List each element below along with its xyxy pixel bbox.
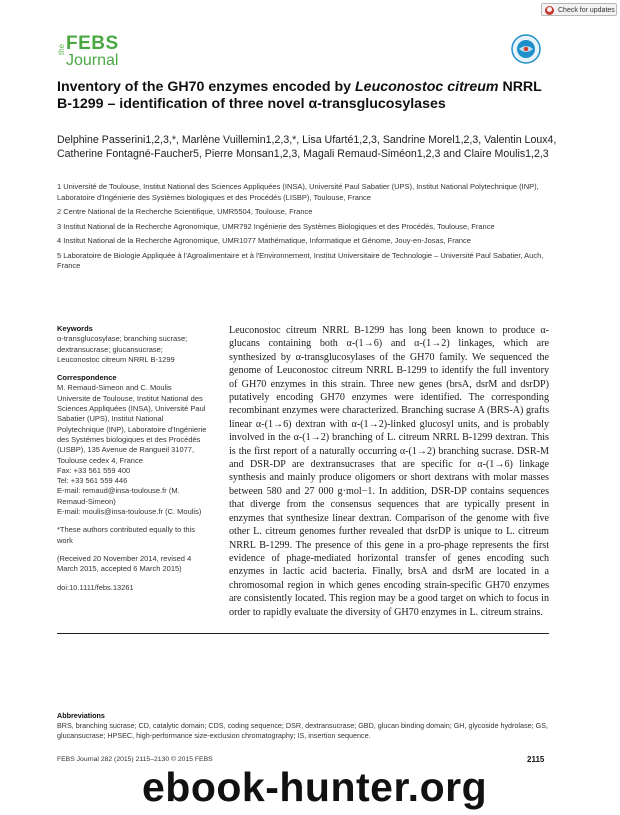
journal-logo (57, 33, 132, 73)
page-footer: FEBS Journal 282 (2015) 2115–2130 © 2015 FEBS (57, 756, 213, 763)
watermark: ebook-hunter.org (142, 764, 488, 810)
title-part1: Inventory of the GH70 enzymes encoded by (57, 79, 356, 95)
keywords-text: α-transglucosylase; branching sucrase; dextransucrase; glucansucrase; Leuconostoc citreum NRRL B-1299 (57, 334, 188, 364)
affiliation-3: 3 Institut National de la Recherche Agronomique, UMR792 Ingénierie des Systèmes Biologiques et des Procédés, Toulouse, France (57, 221, 495, 231)
logo-the: the (57, 43, 66, 55)
affiliation-1: 1 Université de Toulouse, Institut National des Sciences Appliquées (INSA), Université Paul Sabatier (UPS), Institut National Polytechnique (INP), Laboratoire d'Ingénierie des Systèmes biologiques et des Procédés (LISBP), Toulouse, France (57, 182, 539, 202)
abbreviations-heading: Abbreviations (57, 711, 105, 720)
abbreviations (57, 711, 557, 741)
equal-contribution-note: *These authors contributed equally to this work (57, 525, 195, 545)
received-dates: (Received 20 November 2014, revised 4 March 2015, accepted 6 March 2015) (57, 553, 192, 574)
article-title (57, 79, 557, 113)
section-divider (57, 633, 549, 634)
correspondence-email-1[interactable]: E-mail: remaud@insa-toulouse.fr (M. Remaud-Simeon) (57, 486, 180, 506)
article-doi[interactable]: doi:10.1111/febs.13261 (57, 582, 134, 592)
title-part2: NRRL B-1299 – identification of three novel α-transglucosylases (57, 79, 542, 112)
logo-febs: FEBS (66, 33, 119, 54)
correspondence-email-2[interactable]: E-mail: moulis@insa-toulouse.fr (C. Moulis) (57, 507, 202, 517)
keywords-heading: Keywords (57, 324, 93, 333)
article-sidebar (57, 324, 207, 593)
author-list: Delphine Passerini1,2,3,*, Marlène Vuillemin1,2,3,*, Lisa Ufarté1,2,3, Sandrine Morel1,2,3, Valentin Loux4, Catherine Fontagné-Faucher5, Pierre Monsan1,2,3, Magali Remaud-Siméon1,2,3 and Claire Moulis1,2,3 (57, 134, 557, 161)
logo-journal: Journal (66, 52, 119, 69)
correspondence-address: M. Remaud-Simeon and C. Moulis Universite de Toulouse, Institut National des Sciences Appliquées (INSA), Université Paul Sabatier (UPS), Institut National Polytechnique (INP), Laboratoire d'Ingénierie des Systémes biologiques et des Procédés (LISBP), 135 Avenue de Rangueil 31077, Toulouse cedex 4, France (57, 383, 207, 465)
abbreviations-text: BRS, branching sucrase; CD, catalytic domain; CDS, coding sequence; DSR, dextransucrase; GBD, glucan binding domain; GH, glycoside hydrolase; GS, glucansucrase; HPSEC, high-performance size-exclusion chromatography; IS, insertion sequence. (57, 721, 548, 740)
affiliation-5: 5 Laboratoire de Biologie Appliquée à l'Agroalimentaire et à l'Environnement, Institut Universitaire de Technologie – Université Paul Sabatier, Auch, France (57, 250, 544, 271)
febs-seal-icon (511, 34, 541, 64)
check-for-updates-button[interactable] (541, 3, 617, 16)
abstract-text: Leuconostoc citreum NRRL B-1299 has long been known to produce α-glucans containing both α-(1→6) and α-(1→2) linkages, which are synthesized by α-transglucosylases of the GH70 family. We sequenced the genome of Leuconostoc citreum NRRL B-1299 to identify the full inventory of GH70 enzymes in this strain. Three new genes (brsA, dsrM and dsrDP) putatively encoding GH70 enzymes were identified. The corresponding recombinant enzymes were characterized. Branching sucrase A (BRS-A) grafts linear α-(1→6) dextran with α-(1→2)-linked glucosyl units, and is probably involved in the α-(1→2) branching of L. citreum NRRL B-1299 dextran. This is the first report of a naturally occurring α-(1→2) branching sucrase. DSR-M and DSR-DP are dextransucrases that are specific for α-(1→6) linkage synthesis and mainly produce oligomers or short dextrans with molar masses between 580 and 27 000 g·mol−1. In addition, DSR-DP contains sequences that diverge from the consensus sequences that are typically present in enzymes that synthesize linear dextran. Comparison of the genome with five other L. citreum genomes further revealed that dsrDP is unique to L. citreum NRRL B-1299. The presence of this gene in a pro-phage represents the first evidence of phage-mediated horizontal transfer of genes encoding such enzymes in lactic acid bacteria. Finally, brsA and dsrM are located in a chromosomal region in which genes encoding strain-specific GH70 enzymes are consistently located. This region may be a good target on which to focus in order to rapidly evaluate the diversity of GH70 enzymes in L. citreum strains. (229, 325, 549, 618)
update-icon (545, 6, 554, 15)
correspondence-fax: Fax: +33 561 559 400 (57, 465, 131, 475)
check-for-updates-label: Check for updates (558, 7, 615, 14)
correspondence-tel: Tel: +33 561 559 446 (57, 476, 128, 486)
page-number: 2115 (527, 755, 545, 764)
title-organism: Leuconostoc citreum (355, 79, 499, 95)
affiliation-4: 4 Institut National de la Recherche Agronomique, UMR1077 Mathématique, Informatique et Génome, Jouy-en-Josas, France (57, 236, 471, 246)
affiliation-2: 2 Centre National de la Recherche Scientifique, UMR5504, Toulouse, France (57, 207, 313, 217)
correspondence-heading: Correspondence (57, 373, 117, 383)
affiliations (57, 182, 567, 276)
